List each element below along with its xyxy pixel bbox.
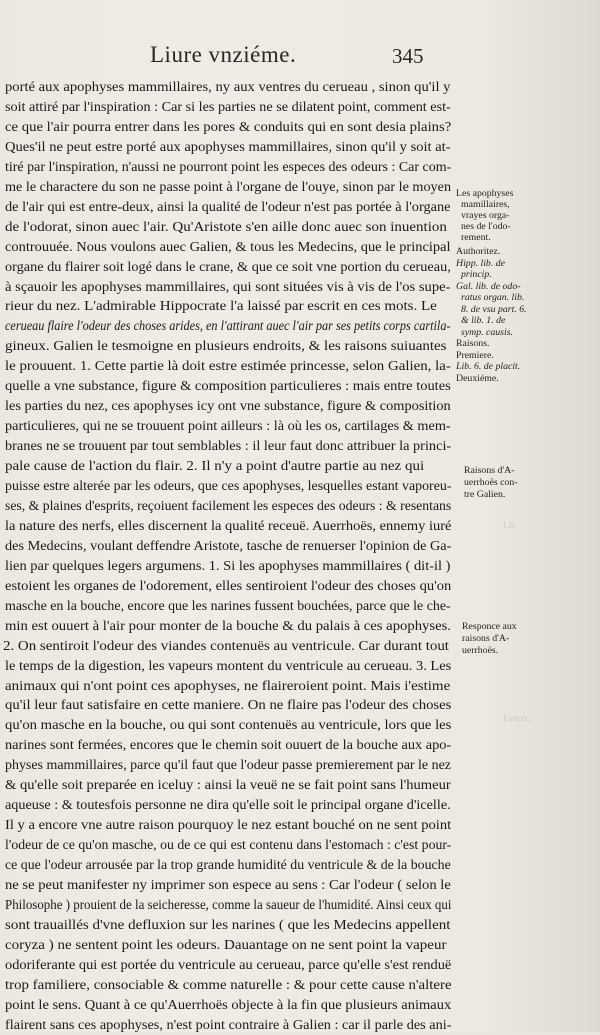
text-line: qu'il leur faut satisfaire en cette maniere. On ne flaire pas l'odeur des choses xyxy=(5,697,452,713)
margin-note-line: tre Galien. xyxy=(464,489,506,500)
text-line: le temps de la digestion, les vapeurs montent du ventricule au cerueau. 3. Les xyxy=(5,657,452,673)
text-line: gineux. Galien le tesmoigne en plusieurs endroits, & les raisons suiuantes xyxy=(5,338,447,354)
margin-note-line: rement. xyxy=(461,232,491,243)
text-line: la nature des nerfs, elles discernent la qualité receuë. Auerrhoës, ennemy iuré xyxy=(5,517,452,533)
text-line: de l'air qui est entre-deux, ainsi la qualité de l'odeur n'est pas portée à l'organe xyxy=(5,198,451,214)
margin-note-line: Lib. 6. de placit. xyxy=(456,361,521,372)
text-line: Il y a encore vne autre raison pourquoy le nez estant bouché on ne sent point xyxy=(5,817,452,833)
text-line: ses, & plaines d'esprits, reçoiuent facilement les especes des odeurs : & resentans xyxy=(5,497,452,513)
margin-note-line: Hipp. lib. de xyxy=(456,258,505,269)
text-line: masche en la bouche, encore que les narines fussent bouchées, parce que le che- xyxy=(5,597,451,613)
margin-note-line: ratus organ. lib. xyxy=(461,292,525,303)
text-line: des Medecins, voulant deffendre Aristote, tasche de renuerser l'opinion de Ga- xyxy=(5,537,452,553)
text-line: particulieres, qui ne se trouuent point ailleurs : là où les os, cartilages & mem- xyxy=(5,418,451,434)
text-line: soit attiré par l'inspiration : Car si les parties ne se dilatent point, comment est- xyxy=(5,98,451,114)
text-line: point le sens. Quant à ce qu'Auerrhoës objecte à la fin que plusieurs animaux xyxy=(5,996,452,1012)
text-line: sont trauaillés d'vne defluxion sur les narines ( que les Medecins appellent xyxy=(5,916,451,932)
text-line: lien par quelques legers argumens. 1. Si les apophyses mammillaires ( dit-il ) xyxy=(5,557,451,573)
text-line: organe du flairer soit logé dans le crane, & que ce soit vne portion du cerueau, xyxy=(5,258,451,274)
text-line: quelle a vne substance, figure & composition particulieres : mais entre toutes xyxy=(5,378,451,394)
margin-note-line: uerrhoës. xyxy=(462,645,499,656)
margin-note-line: Deuxiéme. xyxy=(456,373,499,384)
margin-note-line: princip. xyxy=(461,269,492,280)
text-line: animaux qui n'ont point ces apophyses, ne flaireroient point. Mais i'estime xyxy=(5,677,451,693)
text-line: puisse estre alterée par les odeurs, que ces apophyses, lesquelles estant vaporeu- xyxy=(5,478,452,493)
text-line: rieur du nez. L'admirable Hippocrate l'a laissé par escrit en ces mots. Le xyxy=(5,298,437,314)
bleed-through-mark: Lib. xyxy=(503,520,518,530)
margin-note-line: Les apophyses xyxy=(456,188,514,199)
text-line: ce que l'air pourra entrer dans les pores & conduits qui en sont desia plains? xyxy=(5,118,452,134)
text-line: le prouuent. 1. Cette partie là doit estre estimée princesse, selon Galien, la- xyxy=(5,358,451,374)
text-line: branes ne se trouuent par tout semblables : il leur faut donc attribuer la princi- xyxy=(5,438,452,454)
margin-note-line: Authoritez. xyxy=(456,246,501,257)
text-line: cerueau flaire l'odeur des choses arides, en l'attirant auec l'air par ses petits corps cartila- xyxy=(5,318,451,334)
text-line: pale cause de l'action du flair. 2. Il n'y a point d'autre partie au nez qui xyxy=(5,458,425,474)
text-line: les parties du nez, ces apophyses icy ont vne substance, figure & composition xyxy=(5,398,451,414)
text-line: narines sont fermées, encores que le chemin soit ouuert de la bouche aux apo- xyxy=(5,737,452,753)
text-line: à sçauoir les apophyses mammillaires, qui sont situées vis à vis de l'os supe- xyxy=(5,278,451,294)
text-line: min est ouuert à l'air pour monter de la bouche & du palais à ces apophyses. xyxy=(5,617,451,633)
text-line: porté aux apophyses mammillaires, ny aux ventres du cerueau , sinon qu'il y xyxy=(5,79,451,94)
margin-note-line: uerrhoës con- xyxy=(464,477,518,488)
page-number: 345 xyxy=(392,44,424,68)
text-line: me le charactere du son ne passe point à l'organe de l'ouye, sinon par le moyen xyxy=(5,178,452,194)
text-line: physes mammillaires, parce qu'il faut que l'odeur passe premierement par le nez xyxy=(5,757,451,773)
text-line: flairent sans ces apophyses, n'est point contraire à Galien : car il parle des ani- xyxy=(5,1016,452,1032)
margin-note-line: mamillaires, xyxy=(461,199,510,210)
margin-note-line: & lib. 1. de xyxy=(461,315,506,326)
text-line: estoient les organes de l'odorement, elles sentiroient l'odeur des choses qu'on xyxy=(5,577,452,593)
text-line: de l'odorat, sinon auec l'air. Qu'Aristote s'en aille donc auec son inuention xyxy=(5,218,447,234)
text-line: Ques'il ne peut estre porté aux apophyses mammillaires, sinon qu'il y soit at- xyxy=(5,138,451,154)
margin-note-line: 8. de vsu part. 6. xyxy=(461,304,527,315)
margin-note-line: Gal. lib. de odo- xyxy=(456,281,521,292)
text-line: controuuée. Nous voulons auec Galien, & tous les Medecins, que le principal xyxy=(5,238,451,254)
text-line: odoriferante qui est portée du ventricule au cerueau, parce qu'elle s'est renduë xyxy=(5,956,452,972)
text-line: coryza ) ne sentent point les odeurs. Dauantage on ne sent point la vapeur xyxy=(5,936,447,952)
margin-note-line: raisons d'A- xyxy=(462,633,510,644)
text-line: Philosophe ) prouient de la seicheresse, comme la saueur de l'humidité. Ainsi ceux qui xyxy=(5,896,452,912)
text-line: trop familiere, consociable & comme naturelle : & pour cette cause n'altere xyxy=(5,976,452,992)
margin-note-line: Raisons. xyxy=(456,338,490,349)
text-line: tiré par l'inspiration, n'aussi ne pourront point les especes des odeurs : Car com- xyxy=(5,158,452,174)
margin-note-line: vrayes orga- xyxy=(461,210,510,221)
margin-note-line: Responce aux xyxy=(462,621,517,632)
margin-note-line: Raisons d'A- xyxy=(464,465,515,476)
text-line: 2. On sentiroit l'odeur des viandes contenuës au ventricule. Car durant tout xyxy=(3,637,449,653)
margin-note-line: symp. causis. xyxy=(461,327,513,338)
margin-note-line: Premiere. xyxy=(456,350,494,361)
text-line: qu'on masche en la bouche, ou qui sont contenuës au ventricule, lors que les xyxy=(5,717,452,733)
margin-note-line: nes de l'odo- xyxy=(461,221,511,232)
margin-notes xyxy=(456,0,596,1032)
text-line: l'odeur de ce qu'on masche, ou de ce qui est contenu dans l'estomach : c'est pour- xyxy=(5,837,452,853)
bleed-through-mark: Fadem. xyxy=(503,713,530,723)
running-head: Liure vnziéme. xyxy=(150,42,297,67)
text-line: & qu'elle soit preparée en iceluy : ainsi la veuë ne se fait point sans l'humeur xyxy=(5,777,451,793)
text-line: ce que l'odeur arrousée par la trop grande humidité du ventricule & de la bouche xyxy=(5,857,451,873)
text-line: ne se peut manifester ny imprimer son espece au sens : Car l'odeur ( selon le xyxy=(5,877,451,892)
text-line: aqueuse : & toutesfois personne ne dira qu'elle soit le principal organe d'icelle. xyxy=(5,797,451,813)
